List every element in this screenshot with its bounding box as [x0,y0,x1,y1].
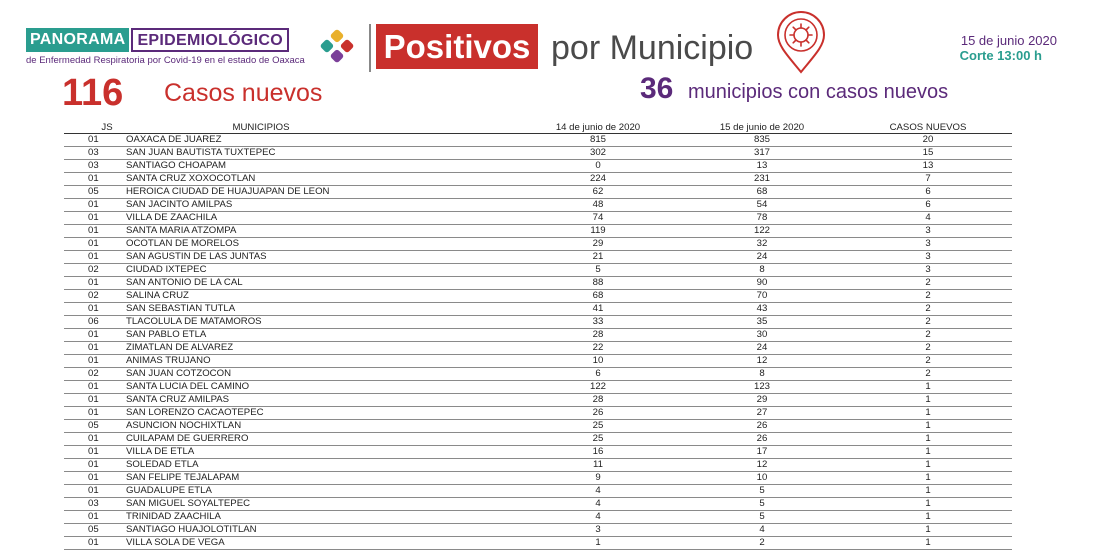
row-casos-nuevos: 2 [844,316,1012,329]
row-municipio: SANTIAGO HUAJOLOTITLAN [126,524,516,537]
row-casos-nuevos: 2 [844,277,1012,290]
row-municipio: GUADALUPE ETLA [126,485,516,498]
table-row [64,485,1012,498]
row-casos-nuevos: 3 [844,225,1012,238]
table-row [64,173,1012,186]
brand-title [26,28,305,52]
row-casos-nuevos: 1 [844,524,1012,537]
table-row [64,394,1012,407]
row-date-15: 5 [680,511,844,524]
row-municipio: SAN SEBASTIAN TUTLA [126,303,516,316]
table-row [64,498,1012,511]
row-date-15: 32 [680,238,844,251]
row-casos-nuevos: 2 [844,329,1012,342]
row-date-14: 9 [516,472,680,485]
row-municipio: OAXACA DE JUAREZ [126,134,516,147]
row-municipio: VILLA DE ZAACHILA [126,212,516,225]
table-row [64,511,1012,524]
table-row [64,407,1012,420]
row-js: 02 [64,264,126,277]
row-js: 02 [64,290,126,303]
row-date-14: 25 [516,420,680,433]
report-cutoff: Corte 13:00 h [959,48,1042,63]
row-date-14: 119 [516,225,680,238]
row-date-15: 8 [680,368,844,381]
row-date-14: 815 [516,134,680,147]
row-date-15: 12 [680,355,844,368]
row-date-15: 70 [680,290,844,303]
row-date-14: 10 [516,355,680,368]
row-casos-nuevos: 2 [844,290,1012,303]
report-date: 15 de junio 2020 [960,33,1057,48]
row-js: 05 [64,186,126,199]
header-municipios: MUNICIPIOS [126,122,516,134]
row-casos-nuevos: 7 [844,173,1012,186]
row-municipio: TLACOLULA DE MATAMOROS [126,316,516,329]
row-municipio: SAN MIGUEL SOYALTEPEC [126,498,516,511]
row-municipio: SANTA LUCIA DEL CAMINO [126,381,516,394]
row-date-14: 25 [516,433,680,446]
row-js: 01 [64,459,126,472]
row-date-14: 74 [516,212,680,225]
new-cases-count: 116 [62,72,124,114]
row-date-15: 24 [680,342,844,355]
row-js: 05 [64,524,126,537]
table-row [64,342,1012,355]
location-pin-virus-icon [768,10,834,76]
table-row [64,264,1012,277]
table-row [64,329,1012,342]
row-casos-nuevos: 2 [844,303,1012,316]
row-js: 02 [64,368,126,381]
row-date-15: 17 [680,446,844,459]
row-date-15: 27 [680,407,844,420]
row-date-14: 6 [516,368,680,381]
row-js: 03 [64,498,126,511]
table-row [64,446,1012,459]
row-date-15: 10 [680,472,844,485]
row-date-15: 8 [680,264,844,277]
row-js: 01 [64,238,126,251]
row-casos-nuevos: 1 [844,472,1012,485]
row-casos-nuevos: 1 [844,485,1012,498]
table-row [64,472,1012,485]
row-js: 03 [64,160,126,173]
row-municipio: CIUDAD IXTEPEC [126,264,516,277]
row-date-15: 13 [680,160,844,173]
row-js: 01 [64,329,126,342]
row-date-14: 68 [516,290,680,303]
row-casos-nuevos: 1 [844,459,1012,472]
row-municipio: SAN PABLO ETLA [126,329,516,342]
row-municipio: TRINIDAD ZAACHILA [126,511,516,524]
table-row [64,355,1012,368]
table-row [64,251,1012,264]
brand-epidemiologico: EPIDEMIOLÓGICO [131,28,289,52]
header-date-15: 15 de junio de 2020 [680,122,844,134]
row-date-14: 5 [516,264,680,277]
row-municipio: SAN LORENZO CACAOTEPEC [126,407,516,420]
row-js: 01 [64,173,126,186]
row-casos-nuevos: 15 [844,147,1012,160]
row-date-14: 302 [516,147,680,160]
new-cases-label: Casos nuevos [164,79,323,107]
row-casos-nuevos: 1 [844,511,1012,524]
row-municipio: SANTIAGO CHOAPAM [126,160,516,173]
table-header-row [64,122,1012,134]
municipios-table [64,122,1012,550]
table-row [64,316,1012,329]
header-js: JS [64,122,126,134]
row-js: 01 [64,251,126,264]
row-date-15: 35 [680,316,844,329]
row-js: 01 [64,537,126,550]
row-date-14: 4 [516,485,680,498]
row-municipio: VILLA DE ETLA [126,446,516,459]
table-row [64,160,1012,173]
table-row [64,147,1012,160]
row-js: 01 [64,303,126,316]
brand-subtitle: de Enfermedad Respiratoria por Covid-19 en el estado de Oaxaca [26,55,305,66]
header-casos-nuevos: CASOS NUEVOS [844,122,1012,134]
brand-panorama: PANORAMA [26,28,129,52]
row-date-14: 48 [516,199,680,212]
row-municipio: SAN JUAN COTZOCON [126,368,516,381]
row-date-15: 24 [680,251,844,264]
row-casos-nuevos: 13 [844,160,1012,173]
row-casos-nuevos: 4 [844,212,1012,225]
row-date-14: 16 [516,446,680,459]
row-casos-nuevos: 1 [844,420,1012,433]
row-date-14: 21 [516,251,680,264]
row-js: 01 [64,433,126,446]
municipios-count: 36 [640,72,674,105]
row-date-15: 12 [680,459,844,472]
row-casos-nuevos: 1 [844,381,1012,394]
row-js: 01 [64,394,126,407]
title-positivos: Positivos [376,24,538,69]
row-date-15: 123 [680,381,844,394]
row-municipio: CUILAPAM DE GUERRERO [126,433,516,446]
row-js: 01 [64,381,126,394]
row-date-15: 2 [680,537,844,550]
row-casos-nuevos: 1 [844,394,1012,407]
row-js: 01 [64,485,126,498]
municipios-label: municipios con casos nuevos [688,81,949,103]
table-row [64,537,1012,550]
row-date-15: 30 [680,329,844,342]
row-date-15: 54 [680,199,844,212]
row-js: 06 [64,316,126,329]
row-date-14: 88 [516,277,680,290]
row-date-14: 29 [516,238,680,251]
row-municipio: OCOTLAN DE MORELOS [126,238,516,251]
row-date-15: 29 [680,394,844,407]
row-date-14: 26 [516,407,680,420]
row-date-15: 43 [680,303,844,316]
brand-block [26,28,305,68]
header-divider [369,24,371,72]
table-row [64,134,1012,147]
header-date-14: 14 de junio de 2020 [516,122,680,134]
row-date-14: 1 [516,537,680,550]
row-date-14: 22 [516,342,680,355]
table-row [64,524,1012,537]
row-municipio: SAN JACINTO AMILPAS [126,199,516,212]
row-casos-nuevos: 1 [844,446,1012,459]
row-js: 01 [64,212,126,225]
row-date-14: 3 [516,524,680,537]
row-date-14: 4 [516,498,680,511]
table-row [64,368,1012,381]
row-date-14: 0 [516,160,680,173]
row-date-14: 4 [516,511,680,524]
table-row [64,277,1012,290]
row-date-14: 28 [516,394,680,407]
row-js: 01 [64,199,126,212]
brand-logo-icon [318,27,356,65]
row-date-14: 62 [516,186,680,199]
table-header [64,122,1012,134]
row-casos-nuevos: 3 [844,238,1012,251]
row-js: 01 [64,472,126,485]
row-municipio: SAN ANTONIO DE LA CAL [126,277,516,290]
table-row [64,225,1012,238]
row-municipio: ASUNCION NOCHIXTLAN [126,420,516,433]
row-casos-nuevos: 20 [844,134,1012,147]
row-date-15: 835 [680,134,844,147]
row-municipio: SAN AGUSTIN DE LAS JUNTAS [126,251,516,264]
title-por-municipio: por Municipio [551,29,754,67]
row-casos-nuevos: 1 [844,498,1012,511]
row-js: 01 [64,355,126,368]
row-municipio: VILLA SOLA DE VEGA [126,537,516,550]
row-municipio: ANIMAS TRUJANO [126,355,516,368]
row-js: 01 [64,134,126,147]
row-date-15: 26 [680,420,844,433]
row-date-15: 68 [680,186,844,199]
row-date-14: 28 [516,329,680,342]
row-date-15: 4 [680,524,844,537]
row-casos-nuevos: 2 [844,368,1012,381]
row-casos-nuevos: 1 [844,433,1012,446]
row-js: 01 [64,277,126,290]
row-casos-nuevos: 6 [844,186,1012,199]
row-js: 03 [64,147,126,160]
row-municipio: SAN FELIPE TEJALAPAM [126,472,516,485]
table-row [64,459,1012,472]
table-row [64,303,1012,316]
row-municipio: SANTA CRUZ AMILPAS [126,394,516,407]
table-row [64,420,1012,433]
row-date-14: 41 [516,303,680,316]
row-js: 01 [64,407,126,420]
table-row [64,290,1012,303]
row-js: 01 [64,511,126,524]
row-date-15: 90 [680,277,844,290]
row-date-14: 122 [516,381,680,394]
row-date-15: 5 [680,498,844,511]
row-js: 01 [64,342,126,355]
row-date-15: 26 [680,433,844,446]
table-row [64,186,1012,199]
row-date-15: 317 [680,147,844,160]
row-js: 05 [64,420,126,433]
row-casos-nuevos: 6 [844,199,1012,212]
row-date-15: 78 [680,212,844,225]
table-row [64,212,1012,225]
row-municipio: SOLEDAD ETLA [126,459,516,472]
row-casos-nuevos: 3 [844,264,1012,277]
table-row [64,238,1012,251]
table-row [64,433,1012,446]
row-municipio: SALINA CRUZ [126,290,516,303]
row-municipio: SANTA MARIA ATZOMPA [126,225,516,238]
row-municipio: SANTA CRUZ XOXOCOTLAN [126,173,516,186]
row-date-15: 231 [680,173,844,186]
row-casos-nuevos: 2 [844,342,1012,355]
row-date-14: 224 [516,173,680,186]
row-casos-nuevos: 2 [844,355,1012,368]
row-casos-nuevos: 1 [844,537,1012,550]
row-municipio: SAN JUAN BAUTISTA TUXTEPEC [126,147,516,160]
row-municipio: ZIMATLAN DE ALVAREZ [126,342,516,355]
row-casos-nuevos: 1 [844,407,1012,420]
row-date-15: 5 [680,485,844,498]
row-municipio: HEROICA CIUDAD DE HUAJUAPAN DE LEON [126,186,516,199]
row-date-14: 11 [516,459,680,472]
row-casos-nuevos: 3 [844,251,1012,264]
table-row [64,199,1012,212]
table-row [64,381,1012,394]
row-date-15: 122 [680,225,844,238]
row-js: 01 [64,446,126,459]
table-body [64,134,1012,550]
row-date-14: 33 [516,316,680,329]
row-js: 01 [64,225,126,238]
